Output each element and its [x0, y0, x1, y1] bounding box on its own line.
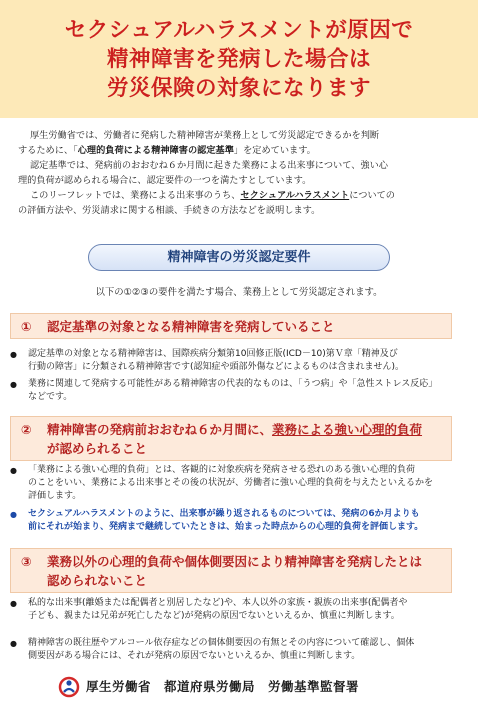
requirement-3-heading — [10, 548, 452, 593]
bullet-text: 私的な出来事(離婚または配偶者と別居したなど)や、本人以外の家族・親族の出来事(配偶者や 子ども、親または兄弟が死亡したなど)が発病の原因でないといえるか、慎重に判断します。 — [28, 598, 408, 622]
requirement-3-number: ③ — [21, 554, 32, 569]
bullet-text: 認定基準の対象となる精神障害は、国際疾病分類第10回修正版(ICD－10)第Ｖ章「精神及び 行動の障害」に分類される精神障害です(認知症や頭部外傷などによるものは含まれません)。 — [28, 349, 405, 373]
intro-line-6: の評価方法や、労災請求に関する相談、手続きの方法などを説明します。 — [18, 205, 321, 216]
bullet-dot: ● — [10, 599, 17, 608]
requirement-1-heading — [10, 313, 452, 339]
requirement-3-bullet-2 — [10, 637, 468, 663]
bullet-dot: ● — [10, 639, 17, 648]
requirement-2-note — [10, 508, 468, 534]
requirement-3-text-b: 認められないこと — [47, 573, 148, 588]
requirement-2-text-a: 精神障害の発病前おおむね６か月間に、 — [47, 422, 273, 437]
lead-text: 以下の①②③の要件を満たす場合、業務上として労災認定されます。 — [95, 287, 383, 298]
bullet-dot: ● — [10, 466, 17, 475]
title-line-2: 精神障害を発病した場合は — [106, 47, 371, 72]
bullet-dot: ● — [10, 380, 17, 389]
requirement-2-underlined: 業務による強い心理的負荷 — [272, 422, 423, 437]
bullet-dot: ● — [10, 510, 17, 519]
intro-line-1: 厚生労働省では、労働者に発病した精神障害が業務上として労災認定できるかを判断 — [30, 130, 380, 141]
bullet-text: セクシュアルハラスメントのように、出来事が繰り返されるものについては、発病の6か月よりも 前にそれが始まり、発病まで継続していたときは、始まった時点からの心理的負荷を評価します。 — [28, 509, 424, 533]
requirement-1-bullet-1 — [10, 348, 468, 374]
requirement-1-number: ① — [21, 319, 32, 334]
section-title-pill: 精神障害の労災認定要件 — [88, 244, 390, 271]
intro-line-4: 理的負荷が認められる場合に、認定要件の一つを満たすとしています。 — [18, 175, 312, 186]
requirement-2-number: ② — [21, 422, 32, 437]
bullet-text: 「業務による強い心理的負荷」とは、客観的に対象疾病を発病させる恐れのある強い心理的負荷 のことをいい、業務による出来事とその後の状況が、労働者に強い心理的負荷を与えたといえるかを 評価します。 — [28, 465, 434, 502]
ministry-logo-icon — [58, 676, 80, 698]
requirement-2-heading — [10, 416, 452, 461]
footer-organizations: 厚生労働省 都道府県労働局 労働基準監督署 — [86, 679, 360, 694]
title-banner — [0, 0, 478, 118]
requirement-3-bullet-1 — [10, 597, 468, 623]
requirement-1-bullet-2 — [10, 378, 468, 404]
intro-line-3: 認定基準では、発病前のおおむね６か月間に起きた業務による出来事について、強い心 — [30, 160, 388, 171]
intro-line-5: このリーフレットでは、業務による出来事のうち、セクシュアルハラスメントについての — [30, 190, 395, 201]
footer — [0, 673, 478, 703]
requirement-3-text-a: 業務以外の心理的負荷や個体側要因により精神障害を発病したとは — [47, 554, 423, 569]
bullet-text: 精神障害の既往歴やアルコール依存症などの個体側要因の有無とその内容について確認し、個体 側要因がある場合には、それが発病の原因でないといえるか、慎重に判断します。 — [28, 638, 415, 662]
bullet-dot: ● — [10, 350, 17, 359]
requirement-2-bullet-1 — [10, 464, 468, 504]
requirement-1-text: 認定基準の対象となる精神障害を発病していること — [47, 319, 335, 334]
bullet-text: 業務に関連して発病する可能性がある精神障害の代表的なものは、「うつ病」や「急性ストレス反応」 などです。 — [28, 379, 438, 403]
title-line-3: 労災保険の対象になります — [106, 76, 371, 101]
title-line-1: セクシュアルハラスメントが原因で — [64, 18, 414, 43]
requirement-2-text-b: が認められること — [47, 441, 148, 456]
intro-line-2: するために、「心理的負荷による精神障害の認定基準」を定めています。 — [18, 145, 316, 156]
